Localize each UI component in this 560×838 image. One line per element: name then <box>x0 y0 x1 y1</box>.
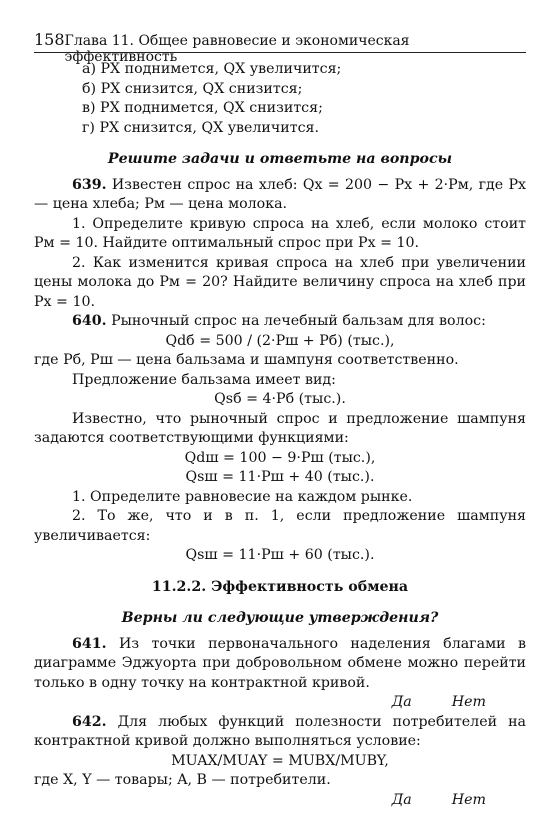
known-functions: Известно, что рыночный спрос и предложение шампуня задаются соответствующими функциями: <box>34 410 526 446</box>
answer-choices <box>34 693 526 713</box>
answer-yes: Да <box>391 694 412 710</box>
equation-supply-shampoo-new: Qsш = 11·Pш + 60 (тыс.). <box>185 547 375 563</box>
problem-639-q1: 1. Определите кривую спроса на хлеб, если молоко стоит Pм = 10. Найдите оптимальный спрос при Pх = 10. <box>34 215 526 251</box>
subsection-heading: 11.2.2. Эффективность обмена <box>151 578 409 595</box>
where-clause: где Pб, Pш — цена бальзама и шампуня соответственно. <box>34 352 459 368</box>
section-heading: Решите задачи и ответьте на вопросы <box>107 151 453 167</box>
header-rule <box>34 52 526 53</box>
supply-intro: Предложение бальзама имеет вид: <box>72 371 336 388</box>
problem-number: 641. <box>72 635 107 652</box>
equation-supply-shampoo: Qsш = 11·Pш + 40 (тыс.). <box>185 469 375 485</box>
problem-text: Рыночный спрос на лечебный бальзам для волос: <box>111 313 486 329</box>
page-number: 158 <box>34 30 65 49</box>
problem-text: Из точки первоначального наделения благами в диаграмме Эджуорта при добровольном обмене можно перейти только в одну точку на контрактной кривой. <box>34 635 526 691</box>
problem-642 <box>34 713 526 752</box>
answer-option: б) PX снизится, QX снизится; <box>82 80 303 97</box>
answer-option: г) PX снизится, QX увеличится. <box>82 119 319 136</box>
problem-number: 640. <box>72 313 107 329</box>
problem-640-q2: 2. То же, что и в п. 1, если предложение шампуня увеличивается: <box>34 508 526 544</box>
problem-text: Для любых функций полезности потребителей на контрактной кривой должно выполняться условие: <box>34 713 526 749</box>
problem-number: 642. <box>72 713 107 730</box>
where-clause: где X, Y — товары; A, B — потребители. <box>34 772 331 788</box>
chapter-title: Глава 11. Общее равновесие и экономическая эффективность <box>64 33 410 65</box>
answer-no: Нет <box>451 694 486 710</box>
equation-supply-balm: Qsб = 4·Pб (тыс.). <box>214 391 346 407</box>
answer-option: а) PX поднимется, QX увеличится; <box>82 61 342 77</box>
equation-demand-shampoo: Qdш = 100 − 9·Pш (тыс.), <box>184 449 376 466</box>
answer-no: Нет <box>451 791 486 808</box>
problem-639-q2: 2. Как изменится кривая спроса на хлеб при увеличении цены молока до Pм = 20? Найдите величину спроса на хлеб при Pх = 10. <box>34 254 526 310</box>
problem-text: Известен спрос на хлеб: Qх = 200 − Pх + 2·Pм, где Pх — цена хлеба; Pм — цена молока. <box>34 176 526 212</box>
equation-mrs: MUAX/MUAY = MUBX/MUBY, <box>171 752 389 769</box>
answer-option: в) PX поднимется, QX снизится; <box>82 100 323 116</box>
problem-640-q1: 1. Определите равновесие на каждом рынке. <box>72 488 413 505</box>
page-content <box>34 60 526 810</box>
answer-choices <box>34 791 526 811</box>
problem-number: 639. <box>72 176 107 193</box>
problem-639-intro <box>34 176 526 215</box>
true-false-heading: Верны ли следующие утверждения? <box>121 610 439 626</box>
equation-demand-balm: Qdб = 500 / (2·Pш + Pб) (тыс.), <box>165 332 395 349</box>
problem-640-intro <box>34 312 526 332</box>
problem-641 <box>34 635 526 694</box>
answer-yes: Да <box>391 791 412 808</box>
